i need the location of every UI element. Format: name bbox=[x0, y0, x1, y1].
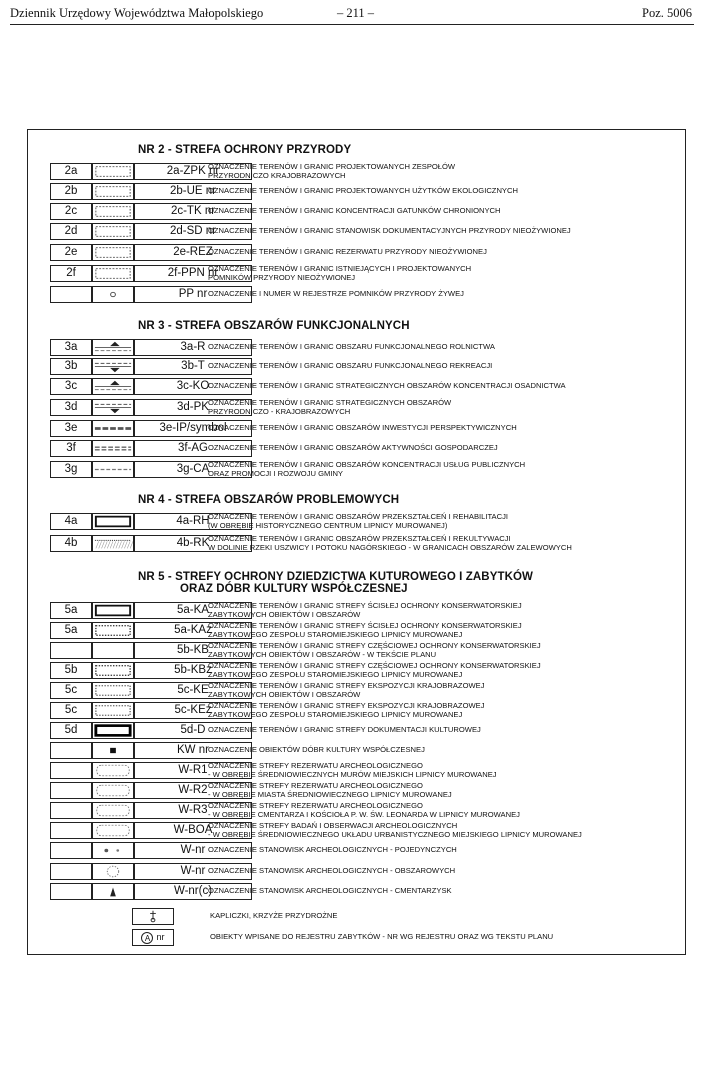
legend-symbol-name: W-nr(c) bbox=[134, 883, 252, 900]
legend-code: 5b bbox=[50, 662, 92, 679]
legend-symbol-name: W-R1 bbox=[134, 762, 252, 779]
legend-code: 3b bbox=[50, 358, 92, 375]
section-title bbox=[138, 571, 533, 595]
legend-symbol-name: W-R2 bbox=[134, 782, 252, 799]
legend-description-text: OZNACZENIE TERENÓW I GRANIC STREFY ŚCISŁEJ OCHRONY KONSERWATORSKIEJ ZABYTKOWYCH OBIEKTÓW I OBSZARÓW bbox=[208, 601, 522, 619]
legend-code: 5a bbox=[50, 602, 92, 619]
legend-symbol-name: 3g-CA bbox=[134, 461, 252, 478]
legend-description-text: OZNACZENIE TERENÓW I GRANIC OBSZARU FUNKCJONALNEGO REKREACJI bbox=[208, 361, 493, 371]
dashed-circle-symbol-icon bbox=[92, 863, 134, 880]
none-symbol-icon bbox=[92, 642, 134, 659]
double-dash-symbol-icon bbox=[92, 440, 134, 457]
legend-description-text: OZNACZENIE I NUMER W REJESTRZE POMNIKÓW PRZYRODY ŻYWEJ bbox=[208, 289, 464, 299]
legend-description bbox=[208, 203, 668, 220]
legend-symbol-name: 4b-RK bbox=[134, 535, 252, 552]
legend-description bbox=[208, 399, 668, 416]
legend-description-text: OZNACZENIE TERENÓW I GRANIC ISTNIEJĄCYCH I PROJEKTOWANYCH POMNIKÓW PRZYRODY NIEOŻYWIONEJ bbox=[208, 264, 472, 282]
legend-description-text: KAPLICZKI, KRZYŻE PRZYDROŻNE bbox=[210, 911, 338, 921]
circle-symbol-icon bbox=[92, 286, 134, 303]
thick-box-symbol-icon bbox=[92, 602, 134, 619]
legend-description-text: OBIEKTY WPISANE DO REJESTRU ZABYTKÓW - NR WG REJESTRU ORAZ WG TEKSTU PLANU bbox=[210, 932, 554, 942]
legend-description-text: OZNACZENIE STREFY BADAŃ I OBSERWACJI ARCHEOLOGICZNYCH - W OBRĘBIE ŚREDNIOWIECZNEGO UKŁADU URBANISTYCZNEGO MIEJSKIEGO LIPNICY MUROWANEJ bbox=[208, 821, 582, 839]
legend-code: 5c bbox=[50, 702, 92, 719]
page-number: – 211 – bbox=[337, 6, 375, 20]
dashed-box-symbol-icon bbox=[92, 163, 134, 180]
legend-symbol-name: 5b-KB bbox=[134, 642, 252, 659]
legend-description bbox=[208, 420, 668, 437]
legend-code bbox=[50, 863, 92, 880]
section-title bbox=[138, 320, 410, 332]
legend-description-text: OZNACZENIE TERENÓW I GRANIC OBSZARU FUNKCJONALNEGO ROLNICTWA bbox=[208, 342, 495, 352]
legend-description bbox=[208, 682, 668, 699]
journal-title: Dziennik Urzędowy Województwa Małopolskiego bbox=[10, 6, 264, 20]
legend-description-text: OZNACZENIE STREFY REZERWATU ARCHEOLOGICZNEGO - W OBRĘBIE ŚREDNIOWIECZNYCH MURÓW MIEJSKICH LIPNICY MUROWANEJ bbox=[208, 761, 497, 779]
legend-symbol-name: 5c-KEz bbox=[134, 702, 252, 719]
legend-code: 2e bbox=[50, 244, 92, 261]
legend-description bbox=[208, 265, 668, 282]
legend-description bbox=[208, 622, 668, 639]
legend-symbol-name: KW nr bbox=[134, 742, 252, 759]
section-title-line: NR 3 - STREFA OBSZARÓW FUNKCJONALNYCH bbox=[138, 320, 410, 332]
triangle-line-symbol-icon bbox=[92, 378, 134, 395]
legend-description bbox=[208, 163, 668, 180]
legend-description bbox=[208, 702, 668, 719]
legend-description bbox=[208, 358, 668, 375]
legend-description-text: OZNACZENIE STANOWISK ARCHEOLOGICZNYCH - CMENTARZYSK bbox=[208, 886, 452, 896]
legend-description bbox=[208, 722, 668, 739]
legend-description bbox=[208, 513, 668, 530]
legend-description-text: OZNACZENIE TERENÓW I GRANIC OBSZARÓW KONCENTRACJI USŁUG PUBLICZNYCH ORAZ PROMOCJI I ROZWOJU GMINY bbox=[208, 460, 526, 478]
legend-description bbox=[208, 822, 668, 839]
legend-symbol-name: 5a-KAz bbox=[134, 622, 252, 639]
legend-description bbox=[208, 461, 668, 478]
dash-line-symbol-icon bbox=[92, 461, 134, 478]
legend-description bbox=[208, 602, 668, 619]
legend-description-text: OZNACZENIE TERENÓW I GRANIC STREFY CZĘŚCIOWEJ OCHRONY KONSERWATORSKIEJ ZABYTKOWYCH OBIEKTÓW I OBSZARÓW - W TEKŚCIE PLANU bbox=[208, 641, 541, 659]
legend-symbol-name: 3a-R bbox=[134, 339, 252, 356]
legend-description-text: OZNACZENIE TERENÓW I GRANIC OBSZARÓW PRZEKSZTAŁCEŃ I REKULTYWACJI W DOLINIE RZEKI USZWICY I POTOKU NAGÓRSKIEGO - W GRANICACH OBSZARÓW ZALEWOWYCH bbox=[208, 534, 572, 552]
triangle-up-symbol-icon bbox=[92, 883, 134, 900]
legend-code: 3a bbox=[50, 339, 92, 356]
legend-description-text: OZNACZENIE TERENÓW I GRANIC STREFY DOKUMENTACJI KULTUROWEJ bbox=[208, 725, 481, 735]
legend-description-text: OZNACZENIE TERENÓW I GRANIC OBSZARÓW INWESTYCJI PERSPEKTYWICZNYCH bbox=[208, 423, 517, 433]
legend-description-text: OZNACZENIE TERENÓW I GRANIC STREFY EKSPOZYCJI KRAJOBRAZOWEJ ZABYTKOWYCH OBIEKTÓW I OBSZARÓW bbox=[208, 681, 485, 699]
legend-description bbox=[210, 908, 670, 925]
legend-symbol-name: 2b-UE nr bbox=[134, 183, 252, 200]
legend-symbol-name: 5a-KA bbox=[134, 602, 252, 619]
line-triangle-down-symbol-icon bbox=[92, 399, 134, 416]
legend-description bbox=[208, 863, 668, 880]
legend-description bbox=[208, 662, 668, 679]
register-number-label: nr bbox=[156, 932, 165, 942]
legend-symbol-name: 3b-T bbox=[134, 358, 252, 375]
dotted-box-light-symbol-icon bbox=[92, 702, 134, 719]
legend-description bbox=[208, 883, 668, 900]
legend-symbol-name: 2e-REZ bbox=[134, 244, 252, 261]
legend-symbol-name: 3f-AG bbox=[134, 440, 252, 457]
legend-code: 2b bbox=[50, 183, 92, 200]
legend-code: 3c bbox=[50, 378, 92, 395]
legend-description-text: OZNACZENIE STREFY REZERWATU ARCHEOLOGICZNEGO - W OBRĘBIE CMENTARZA I KOŚCIOŁA P. W. ŚW. LEONARDA W LIPNICY MUROWANEJ bbox=[208, 801, 520, 819]
legend-code bbox=[50, 742, 92, 759]
section-title-line: NR 4 - STREFA OBSZARÓW PROBLEMOWYCH bbox=[138, 494, 400, 506]
legend-description-text: OZNACZENIE TERENÓW I GRANIC STANOWISK DOKUMENTACYJNYCH PRZYRODY NIEOŻYWIONEJ bbox=[208, 226, 571, 236]
legend-description bbox=[208, 842, 668, 859]
legend-description bbox=[208, 742, 668, 759]
legend-symbol-name: W-BOA bbox=[134, 822, 252, 839]
legend-description-text: OZNACZENIE TERENÓW I GRANIC PROJEKTOWANYCH ZESPOŁÓW PRZYRODNICZO KRAJOBRAZOWYCH bbox=[208, 162, 456, 180]
legend-description bbox=[208, 642, 668, 659]
dashed-box-symbol-icon bbox=[92, 265, 134, 282]
dashed-round-symbol-icon bbox=[92, 762, 134, 779]
legend-code bbox=[50, 883, 92, 900]
section-title bbox=[138, 144, 351, 156]
line-triangle-down-symbol-icon bbox=[92, 358, 134, 375]
legend-description bbox=[208, 378, 668, 395]
legend-description-text: OZNACZENIE STANOWISK ARCHEOLOGICZNYCH - POJEDYNCZYCH bbox=[208, 845, 457, 855]
legend-description-text: OZNACZENIE OBIEKTÓW DÓBR KULTURY WSPÓŁCZESNEJ bbox=[208, 745, 425, 755]
legend-code bbox=[50, 762, 92, 779]
legend-code: 2a bbox=[50, 163, 92, 180]
thick-dash-symbol-icon bbox=[92, 420, 134, 437]
square-symbol-icon bbox=[92, 742, 134, 759]
legend-description bbox=[208, 339, 668, 356]
legend-symbol-name: PP nr bbox=[134, 286, 252, 303]
legend-code bbox=[50, 782, 92, 799]
page-header bbox=[10, 5, 694, 25]
dashed-round-symbol-icon bbox=[92, 822, 134, 839]
dashed-box-symbol-icon bbox=[92, 244, 134, 261]
register-symbol bbox=[132, 929, 174, 946]
legend-symbol-name: 2f-PPN nr bbox=[134, 265, 252, 282]
legend-description bbox=[210, 929, 670, 946]
dashed-box-symbol-icon bbox=[92, 183, 134, 200]
legend-code bbox=[50, 802, 92, 819]
legend-symbol-name: W-nr bbox=[134, 863, 252, 880]
legend-description bbox=[208, 535, 668, 552]
legend-description-text: OZNACZENIE TERENÓW I GRANIC REZERWATU PRZYRODY NIEOŻYWIONEJ bbox=[208, 247, 487, 257]
dots-symbol-icon bbox=[92, 842, 134, 859]
cross-symbol-icon bbox=[132, 908, 174, 925]
legend-code bbox=[50, 822, 92, 839]
legend-code: 5d bbox=[50, 722, 92, 739]
dotted-box-light-symbol-icon bbox=[92, 682, 134, 699]
legend-code: 4a bbox=[50, 513, 92, 530]
triangle-line-symbol-icon bbox=[92, 339, 134, 356]
legend-symbol-name: 4a-RH bbox=[134, 513, 252, 530]
dashed-box-symbol-icon bbox=[92, 203, 134, 220]
thick-box-symbol-icon bbox=[92, 513, 134, 530]
dashed-round-symbol-icon bbox=[92, 802, 134, 819]
legend-symbol-name: 5c-KE bbox=[134, 682, 252, 699]
section-title bbox=[138, 494, 399, 506]
legend-code: 3g bbox=[50, 461, 92, 478]
legend-code: 2c bbox=[50, 203, 92, 220]
legend-code: 5c bbox=[50, 682, 92, 699]
legend-description-text: OZNACZENIE TERENÓW I GRANIC PROJEKTOWANYCH UŻYTKÓW EKOLOGICZNYCH bbox=[208, 186, 518, 196]
legend-symbol-name: 2d-SD nr bbox=[134, 223, 252, 240]
legend-symbol-name: 5d-D bbox=[134, 722, 252, 739]
legend-code: 5a bbox=[50, 622, 92, 639]
legend-symbol-name: W-R3 bbox=[134, 802, 252, 819]
position-number: Poz. 5006 bbox=[642, 6, 692, 20]
legend-description bbox=[208, 782, 668, 799]
legend-symbol-name: W-nr bbox=[134, 842, 252, 859]
dotted-box-symbol-icon bbox=[92, 622, 134, 639]
legend-symbol-name: 2a-ZPK nr bbox=[134, 163, 252, 180]
legend-description bbox=[208, 440, 668, 457]
filled-bar-symbol-icon bbox=[92, 722, 134, 739]
legend-code bbox=[50, 842, 92, 859]
legend-description bbox=[208, 183, 668, 200]
legend-description-text: OZNACZENIE TERENÓW I GRANIC STRATEGICZNYCH OBSZARÓW KONCENTRACJI OSADNICTWA bbox=[208, 381, 566, 391]
legend-symbol-name: 3d-PK bbox=[134, 399, 252, 416]
legend-description bbox=[208, 244, 668, 261]
legend-description-text: OZNACZENIE TERENÓW I GRANIC OBSZARÓW PRZEKSZTAŁCEŃ I REHABILITACJI (W OBRĘBIE HISTORYCZNEGO CENTRUM LIPNICY MUROWANEJ) bbox=[208, 512, 508, 530]
legend-description bbox=[208, 223, 668, 240]
legend-description-text: OZNACZENIE TERENÓW I GRANIC KONCENTRACJI GATUNKÓW CHRONIONYCH bbox=[208, 206, 501, 216]
legend-symbol-name: 2c-TK nr bbox=[134, 203, 252, 220]
legend-code: 3f bbox=[50, 440, 92, 457]
circle-a-icon: A bbox=[141, 932, 153, 944]
section-title-line: NR 2 - STREFA OCHRONY PRZYRODY bbox=[138, 144, 352, 156]
legend-code: 4b bbox=[50, 535, 92, 552]
legend-description-text: OZNACZENIE TERENÓW I GRANIC STREFY EKSPOZYCJI KRAJOBRAZOWEJ ZABYTKOWEGO ZESPOŁU STAROMIEJSKIEGO LIPNICY MUROWANEJ bbox=[208, 701, 485, 719]
legend-description bbox=[208, 286, 668, 303]
legend-symbol-name: 5b-KBz bbox=[134, 662, 252, 679]
legend-description-text: OZNACZENIE STANOWISK ARCHEOLOGICZNYCH - OBSZAROWYCH bbox=[208, 866, 456, 876]
dashed-box-symbol-icon bbox=[92, 223, 134, 240]
legend-description bbox=[208, 802, 668, 819]
legend-description-text: OZNACZENIE TERENÓW I GRANIC OBSZARÓW AKTYWNOŚCI GOSPODARCZEJ bbox=[208, 443, 498, 453]
section-title-line: NR 5 - STREFY OCHRONY DZIEDZICTWA KUTUROWEGO I ZABYTKÓW bbox=[138, 571, 534, 583]
legend-code bbox=[50, 286, 92, 303]
dashed-round-symbol-icon bbox=[92, 782, 134, 799]
section-title-line: ORAZ DÓBR KULTURY WSPÓŁCZESNEJ bbox=[180, 583, 408, 595]
legend-description bbox=[208, 762, 668, 779]
legend-code: 3d bbox=[50, 399, 92, 416]
legend-code: 2d bbox=[50, 223, 92, 240]
hatch-line-symbol-icon bbox=[92, 535, 134, 552]
legend-code: 2f bbox=[50, 265, 92, 282]
legend-description-text: OZNACZENIE STREFY REZERWATU ARCHEOLOGICZNEGO - W OBRĘBIE MIASTA ŚREDNIOWIECZNEGO LIPNICY MUROWANEJ bbox=[208, 781, 452, 799]
legend-code: 3e bbox=[50, 420, 92, 437]
legend-description-text: OZNACZENIE TERENÓW I GRANIC STRATEGICZNYCH OBSZARÓW PRZYRODNICZO - KRAJOBRAZOWYCH bbox=[208, 398, 452, 416]
legend-symbol-name: 3e-IP/symbol bbox=[134, 420, 252, 437]
legend-description-text: OZNACZENIE TERENÓW I GRANIC STREFY ŚCISŁEJ OCHRONY KONSERWATORSKIEJ ZABYTKOWEGO ZESPOŁU STAROMIEJSKIEGO LIPNICY MUROWANEJ bbox=[208, 621, 522, 639]
dotted-box-symbol-icon bbox=[92, 662, 134, 679]
legend-symbol-name: 3c-KO bbox=[134, 378, 252, 395]
legend-description-text: OZNACZENIE TERENÓW I GRANIC STREFY CZĘŚCIOWEJ OCHRONY KONSERWATORSKIEJ ZABYTKOWEGO ZESPOŁU STAROMIEJSKIEGO LIPNICY MUROWANEJ bbox=[208, 661, 541, 679]
legend-code bbox=[50, 642, 92, 659]
